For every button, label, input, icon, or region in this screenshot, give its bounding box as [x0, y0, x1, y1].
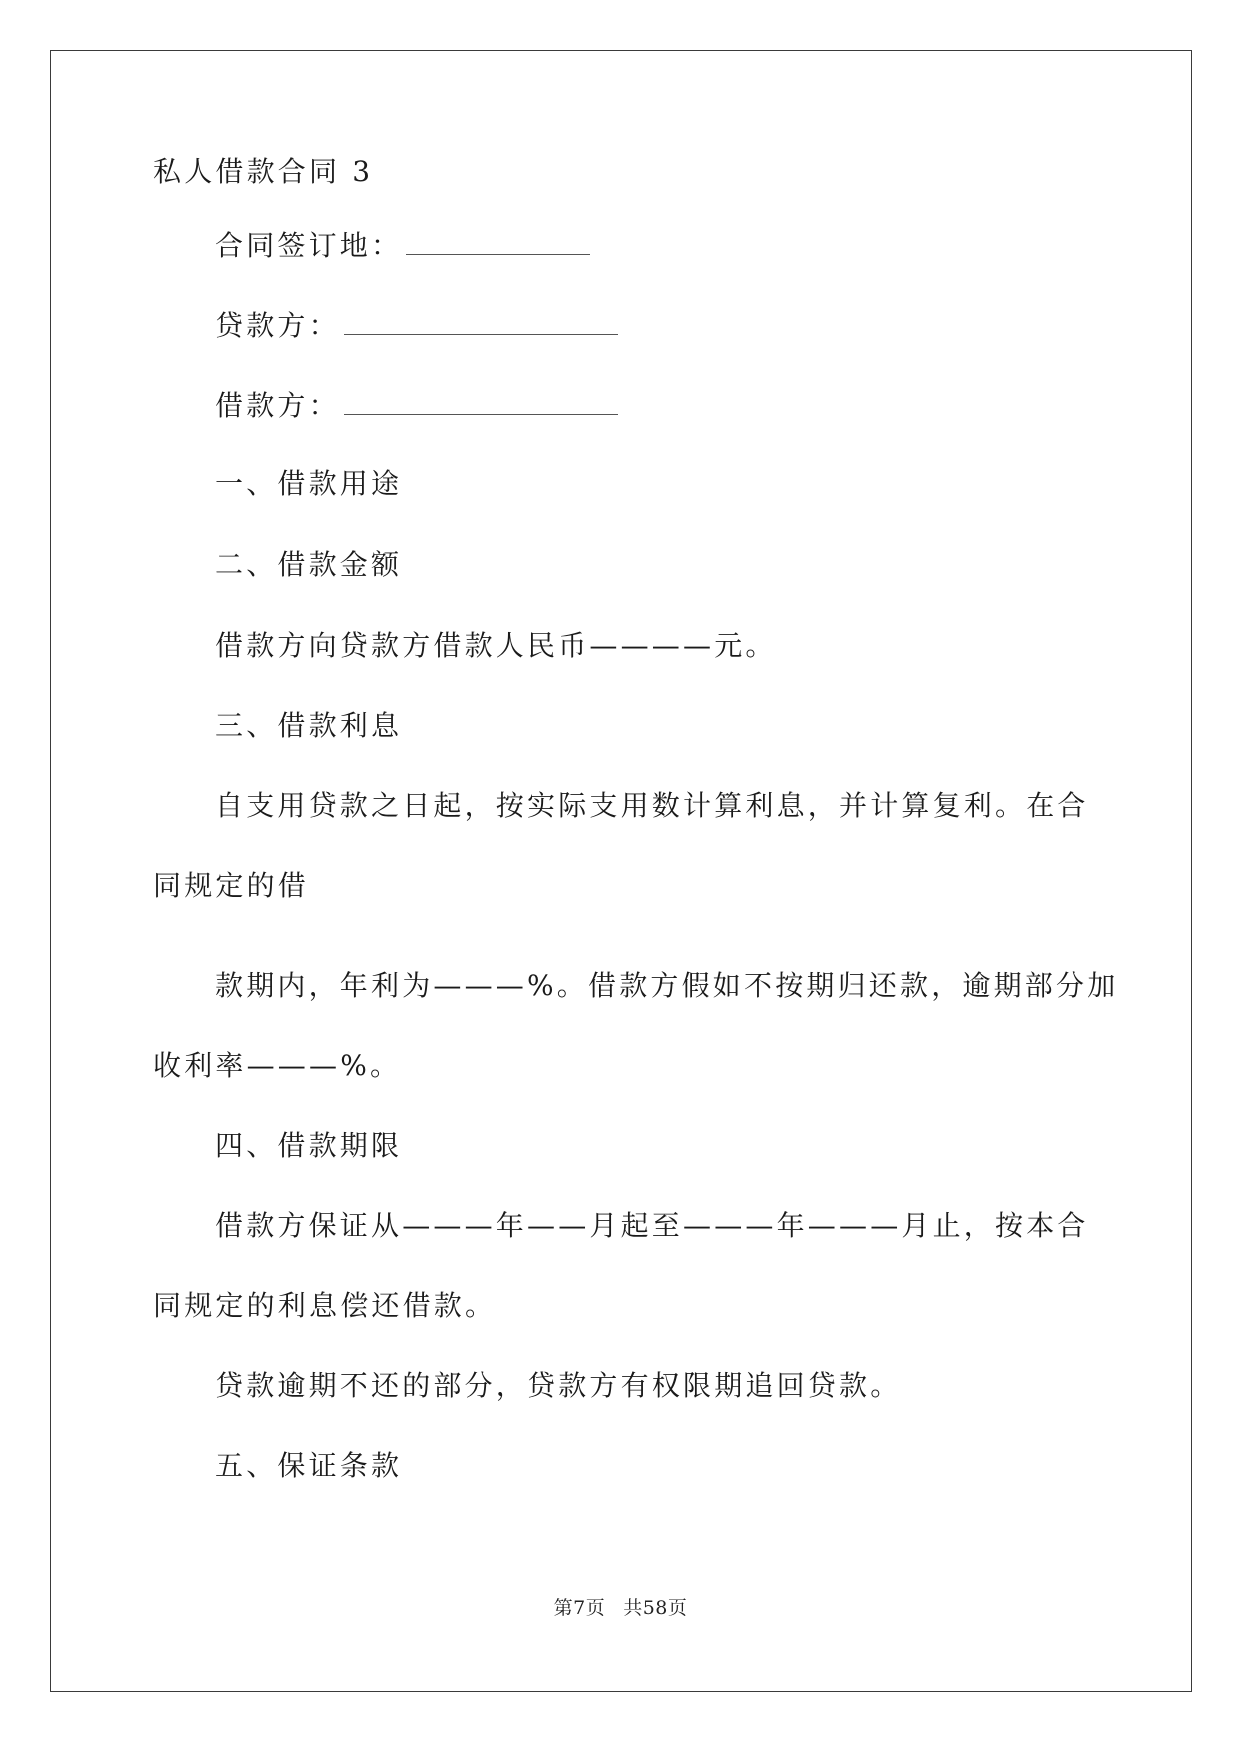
lender-row: [215, 304, 618, 346]
borrower-blank[interactable]: [344, 384, 618, 415]
term-paragraph-line-2: 同规定的利息偿还借款。: [153, 1289, 497, 1322]
lender-label: 贷款方：: [215, 309, 340, 342]
total-prefix: 共: [623, 1597, 643, 1619]
document-title: 私人借款合同 3: [153, 155, 374, 188]
borrower-label: 借款方：: [215, 389, 340, 422]
page-footer: [0, 1596, 1241, 1620]
lender-blank[interactable]: [344, 304, 618, 335]
borrower-row: [215, 384, 618, 426]
interest-paragraph-line-2: 同规定的借: [153, 869, 310, 902]
sign-place-label: 合同签订地：: [215, 229, 403, 262]
section-heading-2: 二、借款金额: [215, 548, 403, 581]
interest-rate-line-2: 收利率———%。: [153, 1049, 402, 1082]
term-paragraph-line-1: 借款方保证从———年——月起至———年———月止，按本合: [215, 1209, 1089, 1242]
section-heading-5: 五、保证条款: [215, 1449, 403, 1482]
page-suffix: 页: [585, 1597, 606, 1619]
interest-rate-line-1: 款期内，年利为———%。借款方假如不按期归还款，逾期部分加: [215, 969, 1119, 1002]
total-pages: 58: [642, 1597, 668, 1619]
page-number: 7: [573, 1597, 586, 1619]
section-heading-1: 一、借款用途: [215, 467, 403, 500]
interest-paragraph-line-1: 自支用贷款之日起，按实际支用数计算利息，并计算复利。在合: [215, 789, 1089, 822]
total-suffix: 页: [667, 1597, 688, 1619]
section-heading-3: 三、借款利息: [215, 709, 403, 742]
sign-place-row: [215, 224, 590, 266]
section-heading-4: 四、借款期限: [215, 1129, 403, 1162]
page-prefix: 第: [553, 1597, 574, 1619]
amount-paragraph: 借款方向贷款方借款人民币————元。: [215, 629, 777, 662]
overdue-paragraph: 贷款逾期不还的部分，贷款方有权限期追回贷款。: [215, 1369, 902, 1402]
sign-place-blank[interactable]: [406, 224, 590, 255]
